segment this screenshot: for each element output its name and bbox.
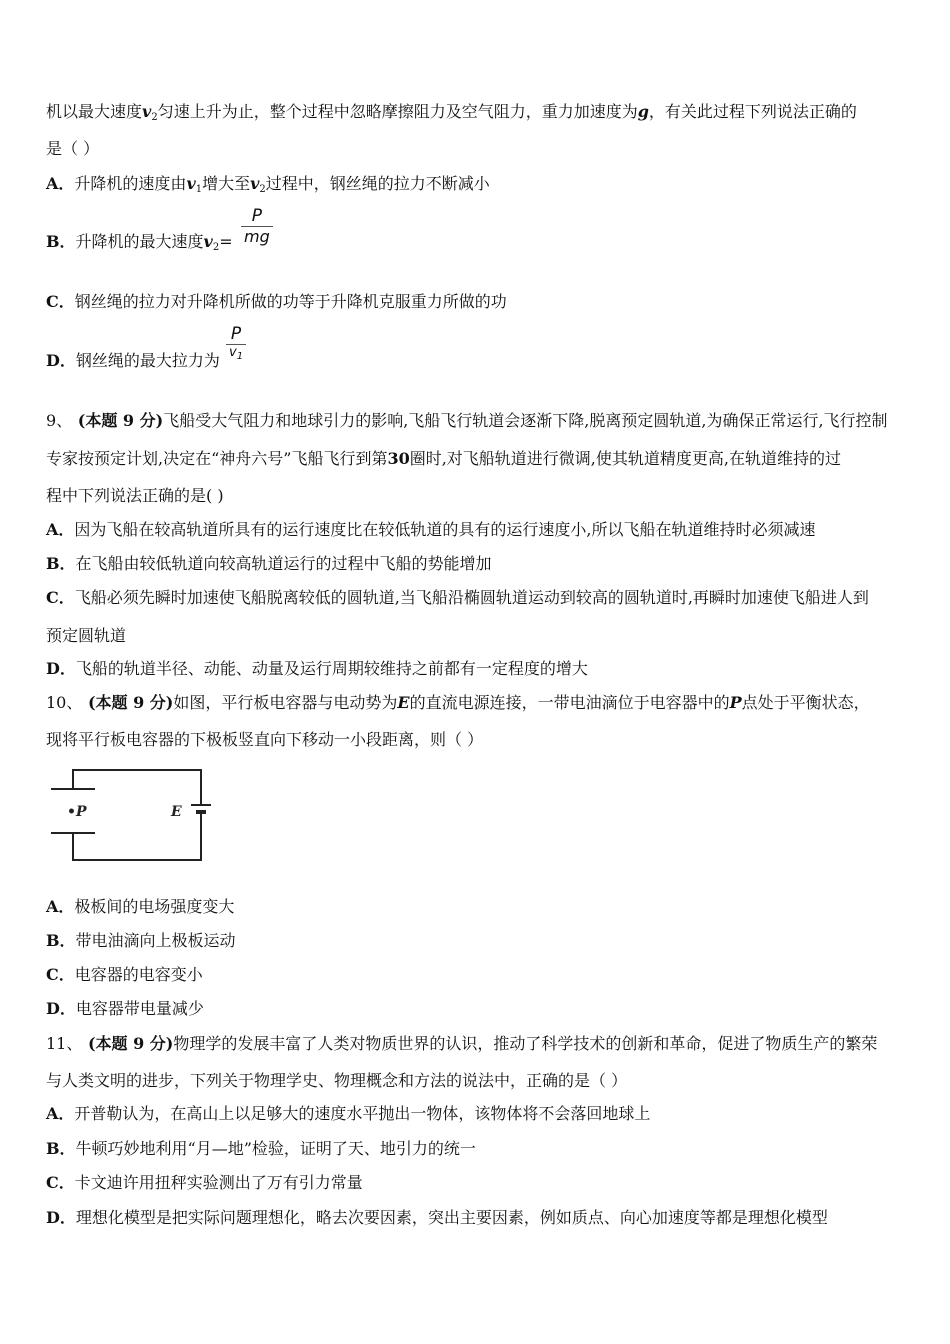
q9-stem-line1: 9、 (本题 9 分)飞船受大气阻力和地球引力的影响,飞船飞行轨道会逐渐下降,脱离预定圆轨道,为确保正常运行,飞行控制: [46, 411, 888, 430]
q9-option-c: C．飞船必须先瞬时加速使飞船脱离较低的圆轨道,当飞船沿椭圆轨道运动到较高的圆轨道时,再瞬时加速使飞船进人到: [46, 588, 869, 607]
q10-stem-line1: 10、 (本题 9 分)如图，平行板电容器与电动势为E的直流电源连接，一带电油滴位于电容器中的P点处于平衡状态，: [46, 693, 870, 712]
q11-stem-line2: 与人类文明的进步，下列关于物理学史、物理概念和方法的说法中，正确的是（ ）: [46, 1071, 628, 1090]
q8-stem-line1: 机以最大速度$v_2$匀速上升为止，整个过程中忽略摩擦阻力及空气阻力，重力加速度为g，有关此过程下列说法正确的: [46, 102, 857, 123]
capacitor-circuit-diagram: [45, 765, 215, 865]
q11-option-a: A．开普勒认为，在高山上以足够大的速度水平抛出一物体，该物体将不会落回地球上: [46, 1104, 651, 1123]
q10-option-c: C．电容器的电容变小: [46, 965, 203, 984]
q8-option-b-fraction: P mg: [241, 206, 273, 246]
emf-e-label: E: [171, 804, 182, 820]
q9-stem-line3: 程中下列说法正确的是( ): [46, 486, 224, 505]
q8-stem-line2: 是（ ）: [46, 139, 100, 158]
q8-option-d: D．钢丝绳的最大拉力为: [46, 351, 220, 370]
q9-option-a: A．因为飞船在较高轨道所具有的运行速度比在较低轨道的具有的运行速度小,所以飞船在轨道维持时必须减速: [46, 520, 816, 539]
q11-option-d: D．理想化模型是把实际问题理想化，略去次要因素，突出主要因素，例如质点、向心加速度等都是理想化模型: [46, 1208, 828, 1227]
q10-stem-line2: 现将平行板电容器的下极板竖直向下移动一小段距离，则（ ）: [46, 730, 484, 749]
q11-stem-line1: 11、 (本题 9 分)物理学的发展丰富了人类对物质世界的认识，推动了科学技术的创新和革命，促进了物质生产的繁荣: [46, 1034, 878, 1053]
q11-option-b: B．牛顿巧妙地利用“月—地”检验，证明了天、地引力的统一: [46, 1139, 476, 1158]
q9-option-b: B．在飞船由较低轨道向较高轨道运行的过程中飞船的势能增加: [46, 554, 492, 573]
q10-option-d: D．电容器带电量减少: [46, 999, 204, 1018]
q8-option-d-fraction: P $v_1$: [226, 324, 246, 360]
q9-option-d: D．飞船的轨道半径、动能、动量及运行周期较维持之前都有一定程度的增大: [46, 659, 588, 678]
q8-option-a: A．升降机的速度由$v_1$增大至$v_2$过程中，钢丝绳的拉力不断减小: [46, 174, 490, 195]
q8-option-c: C．钢丝绳的拉力对升降机所做的功等于升降机克服重力所做的功: [46, 292, 507, 311]
q11-option-c: C．卡文迪许用扭秤实验测出了万有引力常量: [46, 1173, 363, 1192]
q9-option-c-line2: 预定圆轨道: [46, 626, 127, 645]
q10-option-a: A．极板间的电场强度变大: [46, 897, 235, 916]
q8-option-b: B．升降机的最大速度$v_2=$: [46, 232, 233, 253]
q9-stem-line2: 专家按预定计划,决定在“神舟六号”飞船飞行到第30圈时,对飞船轨道进行微调,使其轨道精度更高,在轨道维持的过: [46, 449, 841, 468]
point-p-label: •P: [67, 804, 87, 820]
q10-option-b: B．带电油滴向上极板运动: [46, 931, 236, 950]
